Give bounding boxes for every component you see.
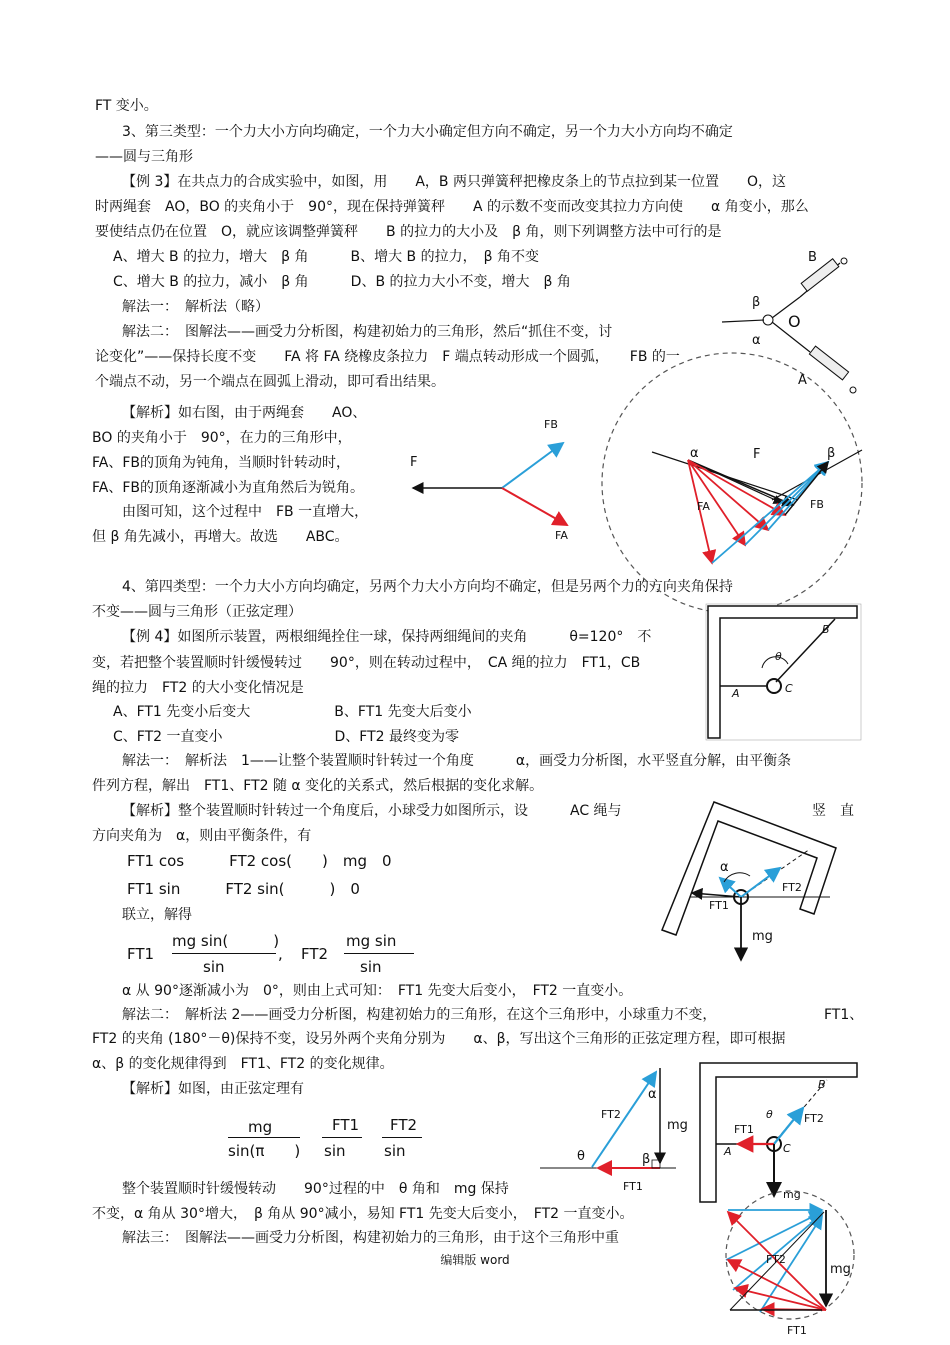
text-line: ——圆与三角形 <box>95 149 193 165</box>
label: B <box>822 623 830 636</box>
text-line: 【例 4】如图所示装置，两根细绳拴住一球，保持两细绳间的夹角 θ=120° 不 <box>122 629 652 645</box>
eq3-lhs1: FT1 <box>127 945 155 963</box>
text-line: 4、第四类型：一个力大小方向均确定，另两个力大小方向均不确定，但是另两个力的方向夹角保持 <box>122 579 733 595</box>
text-line: 不变——圆与三角形（正弦定理） <box>92 604 302 620</box>
eq4-den2: sin <box>324 1142 346 1160</box>
text-line: 变，若把整个装置顺时针缓慢转过 90°，则在转动过程中， CA 绳的拉力 FT1，CB <box>92 655 641 671</box>
label: β <box>827 446 836 461</box>
text-line: 时两绳套 AO，BO 的夹角小于 90°，现在保持弹簧秤 A 的示数不变而改变其拉力方向使 α 角变小，那么 <box>95 199 809 215</box>
label: FA <box>555 529 568 542</box>
text-line: 整个装置顺时针缓慢转动 90°过程的中 θ 角和 mg 保持 <box>122 1181 509 1197</box>
equation-1: FT1 cos FT2 cos( ) mg 0 <box>127 852 392 870</box>
three-vectors-figure <box>413 443 567 525</box>
eq4-num3: FT2 <box>390 1116 418 1134</box>
text-line: A、增大 B 的拉力，增大 β 角 B、增大 B 的拉力， β 角不变 <box>113 249 539 265</box>
text-line: 由图可知，这个过程中 FB 一直增大， <box>122 504 369 520</box>
device-figure-1 <box>706 604 861 740</box>
comma: , <box>278 945 283 963</box>
eq3-den1: sin <box>203 958 225 976</box>
text-line: 方向夹角为 α，则由平衡条件，有 <box>92 828 312 844</box>
label: mg <box>752 929 773 944</box>
label: A <box>732 687 740 700</box>
label: B <box>808 250 817 265</box>
text-line: 件列方程，解出 FT1、FT2 随 α 变化的关系式，然后根据的变化求解。 <box>92 778 544 794</box>
text-line: α、β 的变化规律得到 FT1、FT2 的变化规律。 <box>92 1056 394 1072</box>
label: FT1 <box>709 899 729 912</box>
label: FT1 <box>734 1123 754 1136</box>
text-line: 解法三： 图解法——画受力分析图，构建初始力的三角形，由于这个三角形中重 <box>122 1230 619 1246</box>
label: α <box>752 333 761 348</box>
text-line: FT1、 <box>824 1007 864 1023</box>
text-line: BO 的夹角小于 90°，在力的三角形中， <box>92 430 352 446</box>
label: θ <box>577 1149 585 1164</box>
text-line: C、FT2 一直变小 D、FT2 最终变为零 <box>113 729 459 745</box>
text-line: 论变化”——保持长度不变 FA 将 FA 绕橡皮条拉力 F 端点转动形成一个圆弧， FB 的一 <box>95 349 680 365</box>
label: FT2 <box>804 1112 824 1125</box>
rotated-device-figure <box>662 802 836 960</box>
text-line: FT 变小。 <box>95 98 158 114</box>
label: A <box>798 373 807 388</box>
label: mg <box>830 1262 851 1277</box>
label: α <box>720 860 729 875</box>
eq4-num1: mg <box>248 1118 273 1136</box>
text-line: FA、FB的顶角为钝角，当顺时针转动时， <box>92 455 351 471</box>
text-line: 联立，解得 <box>122 907 192 923</box>
eq3-num2: mg sin <box>346 932 397 950</box>
text-line: 3、第三类型：一个力大小方向均确定，一个力大小确定但方向不确定，另一个力大小方向均不确定 <box>122 124 733 140</box>
label: mg <box>667 1118 688 1133</box>
text-line: 【例 3】在共点力的合成实验中，如图，用 A，B 两只弹簧秤把橡皮条上的节点拉到某一位置 O，这 <box>122 174 787 190</box>
label: θ <box>766 1108 773 1121</box>
text-line: 不变，α 角从 30°增大， β 角从 90°减小，易知 FT1 先变大后变小， FT2 一直变小。 <box>92 1206 634 1222</box>
footer: 编辑版 word <box>440 1253 510 1267</box>
text-line: 解法一： 解析法 1——让整个装置顺时针转过一个角度 α，画受力分析图，水平竖直分解，由平衡条 <box>122 753 792 769</box>
label: FT2 <box>782 881 802 894</box>
label: β <box>642 1152 651 1167</box>
label: α <box>648 1087 657 1102</box>
label: β <box>752 295 761 310</box>
circle-diagram-1 <box>602 353 862 613</box>
label: FT2 <box>601 1108 621 1121</box>
label: FT1 <box>623 1180 643 1193</box>
label: C <box>783 1142 791 1155</box>
text-line: 【解析】整个装置顺时针转过一个角度后，小球受力如图所示，设 AC 绳与 <box>122 803 622 819</box>
text-line: 个端点不动，另一个端点在圆弧上滑动，即可看出结果。 <box>95 374 445 390</box>
text-line: 但 β 角先减小，再增大。故选 ABC。 <box>92 529 349 545</box>
text-line: 竖 直 <box>812 803 854 819</box>
label: C <box>785 682 793 695</box>
label: A <box>724 1145 732 1158</box>
label: O <box>788 312 801 331</box>
eq3-den2: sin <box>360 958 382 976</box>
label: F <box>410 455 418 470</box>
label: FT2 <box>766 1253 786 1266</box>
label: B <box>818 1078 826 1091</box>
label: F <box>753 447 761 462</box>
label: FA <box>697 500 710 513</box>
text-line: 要使结点仍在位置 O，就应该调整弹簧秤 B 的拉力的大小及 β 角，则下列调整方法中可行的是 <box>95 224 722 240</box>
text-line: FT2 的夹角 (180°－θ)保持不变，设另外两个夹角分别为 α、β，写出这个三角形的正弦定理方程，即可根据 <box>92 1031 786 1047</box>
text-line: 解法一： 解析法（略） <box>122 299 269 315</box>
equation-2: FT1 sin FT2 sin( ) 0 <box>127 880 360 898</box>
text-line: 【解析】如右图，由于两绳套 AO、 <box>122 405 367 421</box>
text-line: 绳的拉力 FT2 的大小变化情况是 <box>92 680 304 696</box>
text-line: 解法二： 解析法 2——画受力分析图，构建初始力的三角形，在这个三角形中，小球重力不变， <box>122 1007 717 1023</box>
eq4-den1: sin(π ) <box>228 1142 301 1160</box>
text-line: 【解析】如图，由正弦定理有 <box>122 1081 304 1097</box>
text-line: A、FT1 先变小后变大 B、FT1 先变大后变小 <box>113 704 472 720</box>
text-line: α 从 90°逐渐减小为 0°，则由上式可知： FT1 先变大后变小， FT2 一直变小。 <box>122 983 633 999</box>
eq3-num1: mg sin( ) <box>172 932 280 950</box>
eq4-den3: sin <box>384 1142 406 1160</box>
label: θ <box>775 650 782 663</box>
text-line: C、增大 B 的拉力，减小 β 角 D、B 的拉力大小不变，增大 β 角 <box>113 274 571 290</box>
label: FT1 <box>787 1324 807 1337</box>
label: α <box>690 446 699 461</box>
text-line: 解法二： 图解法——画受力分析图，构建初始力的三角形，然后“抓住不变，讨 <box>122 324 613 340</box>
label: FB <box>810 498 824 511</box>
label: FB <box>544 418 558 431</box>
text-line: FA、FB的顶角逐渐减小为直角然后为锐角。 <box>92 480 365 496</box>
label: mg <box>783 1188 801 1201</box>
device-figure-2 <box>700 1063 857 1202</box>
eq3-lhs2: FT2 <box>301 945 329 963</box>
circle-diagram-2 <box>726 1191 854 1319</box>
eq4-num2: FT1 <box>332 1116 360 1134</box>
